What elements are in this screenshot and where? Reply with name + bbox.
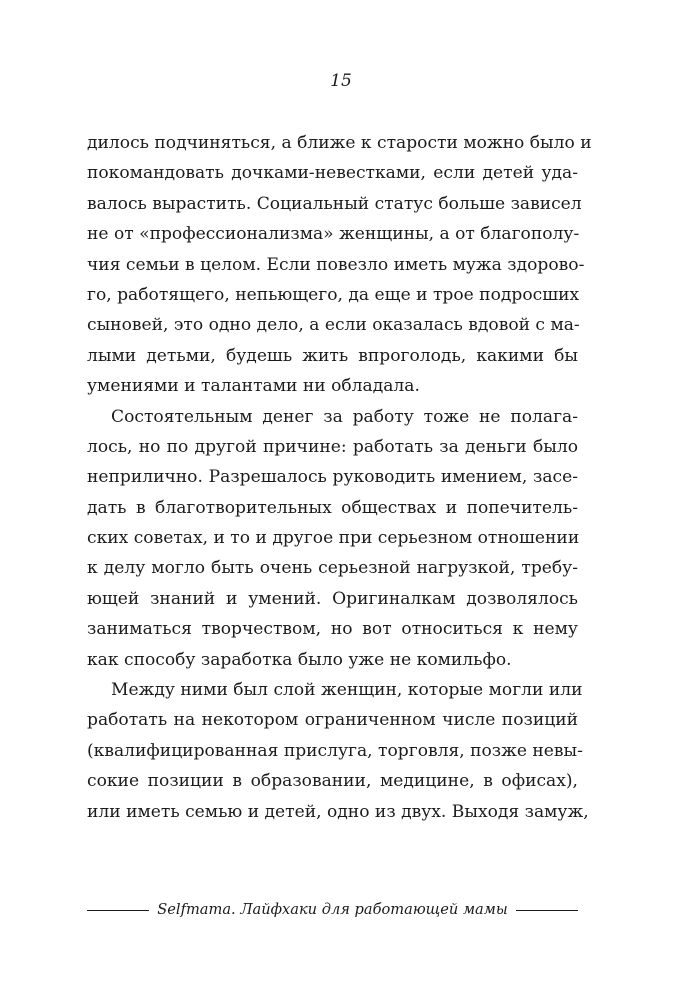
text-line: го, работящего, непьющего, да еще и трое подросших xyxy=(87,284,580,305)
text-line: покомандовать дочками-невестками, если детей уда- xyxy=(87,163,578,184)
footer-rule-right xyxy=(516,910,578,911)
text-line: заниматься творчеством, но вот относиться к нему xyxy=(87,619,578,640)
text-line: ских советах, и то и другое при серьезном отношении xyxy=(87,528,580,549)
text-line: лыми детьми, будешь жить впроголодь, какими бы xyxy=(87,345,578,366)
page-number: 15 xyxy=(330,71,352,91)
text-line: неприлично. Разрешалось руководить имением, засе- xyxy=(87,467,578,488)
book-title: Selfmama. Лайфхаки для работающей мамы xyxy=(157,901,508,918)
text-line: или иметь семью и детей, одно из двух. Выходя замуж, xyxy=(87,801,589,822)
paragraph-first-line: Состоятельным денег за работу тоже не полага- xyxy=(111,406,578,427)
text-line: умениями и талантами ни обладала. xyxy=(87,376,420,397)
text-line: к делу могло быть очень серьезной нагрузкой, требу- xyxy=(87,558,578,579)
text-line: валось вырастить. Социальный статус больше зависел xyxy=(87,193,582,214)
text-line: чия семьи в целом. Если повезло иметь мужа здорово- xyxy=(87,254,585,275)
footer-rule-left xyxy=(87,910,149,911)
text-line: сокие позиции в образовании, медицине, в офисах), xyxy=(87,771,578,792)
text-line: лось, но по другой причине: работать за деньги было xyxy=(87,436,578,457)
text-line: сыновей, это одно дело, а если оказалась вдовой с ма- xyxy=(87,315,580,336)
running-footer xyxy=(87,900,578,920)
text-line: работать на некотором ограниченном числе позиций xyxy=(87,710,578,731)
text-line: (квалифицированная прислуга, торговля, позже невы- xyxy=(87,740,583,761)
text-line: дилось подчиняться, а ближе к старости можно было и xyxy=(87,133,592,153)
text-line: дать в благотворительных обществах и попечитель- xyxy=(87,497,578,518)
text-line: не от «профессионализма» женщины, а от благополу- xyxy=(87,224,580,245)
paragraph-first-line: Между ними был слой женщин, которые могли или xyxy=(111,680,583,701)
text-line: ющей знаний и умений. Оригиналкам дозволялось xyxy=(87,588,578,609)
text-body xyxy=(87,128,592,827)
text-line: как способу заработка было уже не комильфо. xyxy=(87,649,512,670)
